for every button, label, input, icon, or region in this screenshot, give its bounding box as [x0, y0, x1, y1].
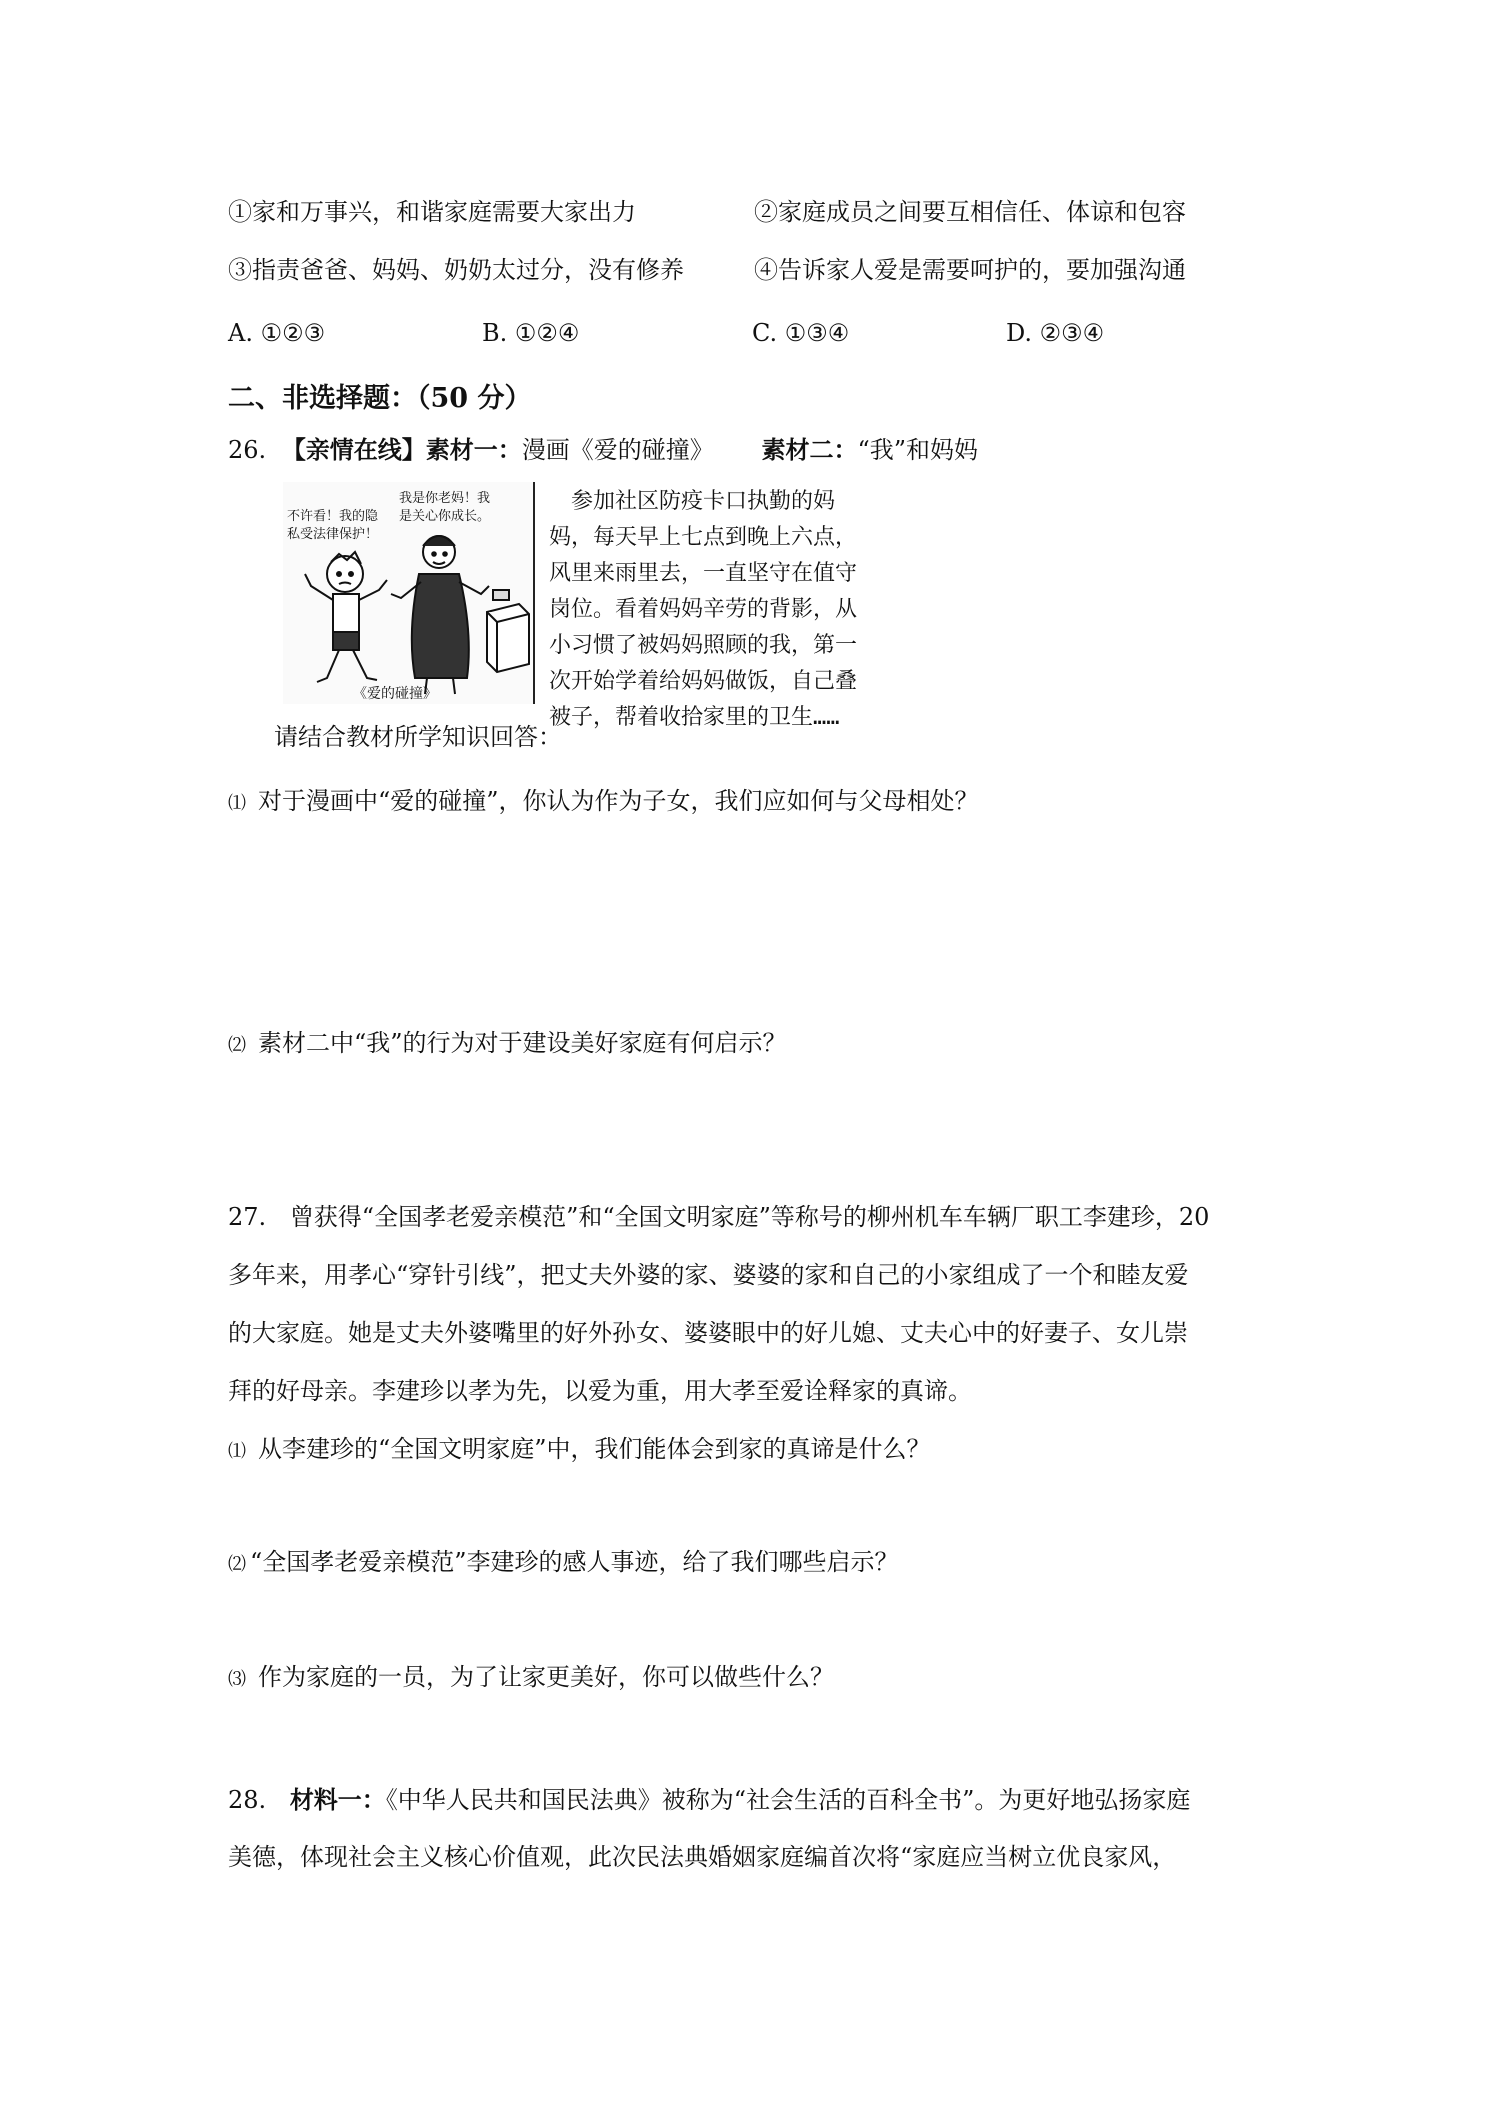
q26-number: 26. — [228, 436, 267, 464]
comic-caption: 《爱的碰撞》 — [353, 686, 437, 702]
q27-sub1-text: 从李建珍的“全国文明家庭”中，我们能体会到家的真谛是什么？ — [258, 1435, 931, 1463]
q28-label: 材料一： — [289, 1785, 386, 1814]
q27-sub2-text: “全国孝老爱亲模范”李建珍的感人事迹，给了我们哪些启示？ — [250, 1548, 899, 1576]
mother-speech-line-2: 是关心你成长。 — [399, 509, 491, 524]
q27-sub2-number: ⑵ — [228, 1554, 246, 1575]
q27-sub3-text: 作为家庭的一员，为了让家更美好，你可以做些什么？ — [258, 1663, 834, 1691]
q27-sub2 — [228, 1545, 899, 1582]
q27-sub1-number: ⑴ — [228, 1441, 246, 1462]
q26-sub2-text: 素材二中“我”的行为对于建设美好家庭有何启示？ — [258, 1029, 787, 1057]
story-line: 风里来雨里去，一直坚守在值守 — [549, 561, 858, 586]
q26-prompt: 请结合教材所学知识回答： — [274, 723, 562, 751]
q26-sub1 — [228, 784, 979, 821]
story-line: 次开始学着给妈妈做饭，自己叠 — [549, 669, 858, 694]
q27-line-3: 的大家庭。她是丈夫外婆嘴里的好外孙女、婆婆眼中的好儿媳、丈夫心中的好妻子、女儿崇 — [228, 1319, 1188, 1347]
statement-3: ③指责爸爸、妈妈、奶奶太过分，没有修养 — [228, 256, 684, 284]
q28-number: 28. — [228, 1786, 267, 1814]
q27-line-2: 多年来，用孝心“穿针引线”，把丈夫外婆的家、婆婆的家和自己的小家组成了一个和睦友爱 — [228, 1261, 1189, 1289]
figure-divider — [533, 482, 535, 704]
story-line: 岗位。看着妈妈辛劳的背影，从 — [549, 597, 858, 622]
q28-line-1 — [228, 1783, 1190, 1817]
q27-sub1 — [228, 1432, 931, 1469]
statement-4: ④告诉家人爱是需要呵护的，要加强沟通 — [754, 256, 1186, 284]
q26-sub2 — [228, 1026, 787, 1063]
q27-sub3 — [228, 1660, 834, 1697]
statement-1: ①家和万事兴，和谐家庭需要大家出力 — [228, 198, 636, 226]
q26-sub1-number: ⑴ — [228, 793, 246, 814]
q27-sub3-number: ⑶ — [228, 1669, 246, 1690]
mother-speech-line-1: 我是你老妈！我 — [399, 491, 491, 506]
material2-text — [549, 484, 905, 736]
child-speech-line-1: 不许看！我的隐 — [287, 509, 379, 524]
q26-sub1-text: 对于漫画中“爱的碰撞”，你认为作为子女，我们应如何与父母相处？ — [258, 787, 979, 815]
option-b: B. ①②④ — [482, 319, 580, 347]
section-title: 二、非选择题：（50 分） — [228, 383, 532, 414]
q27-number: 27. — [228, 1203, 267, 1231]
q26-material1: 漫画《爱的碰撞》 — [521, 436, 714, 464]
option-d: D. ②③④ — [1006, 319, 1105, 347]
q26-tag: 【亲情在线】素材一： — [281, 435, 522, 464]
story-line: 妈，每天早上七点到晚上六点， — [549, 525, 858, 550]
q28-text-1: 《中华人民共和国民法典》被称为“社会生活的百科全书”。为更好地弘扬家庭 — [385, 1786, 1191, 1814]
q27-line-1 — [228, 1200, 1209, 1234]
q26-material2-label: 素材二： — [761, 435, 858, 464]
statement-2: ②家庭成员之间要互相信任、体谅和包容 — [754, 198, 1186, 226]
q28-line-2: 美德，体现社会主义核心价值观，此次民法典婚姻家庭编首次将“家庭应当树立优良家风， — [228, 1843, 1177, 1871]
story-line: 参加社区防疫卡口执勤的妈 — [549, 489, 836, 514]
q27-line-4: 拜的好母亲。李建珍以孝为先，以爱为重，用大孝至爱诠释家的真谛。 — [228, 1377, 972, 1405]
q26-sub2-number: ⑵ — [228, 1035, 246, 1056]
q27-text-1: 曾获得“全国孝老爱亲模范”和“全国文明家庭”等称号的柳州机车车辆厂职工李建珍，20 — [289, 1203, 1210, 1231]
story-line: 小习惯了被妈妈照顾的我，第一 — [549, 633, 858, 658]
story-line: 被子，帮着收拾家里的卫生…… — [549, 705, 840, 730]
comic-illustration — [283, 482, 533, 704]
option-c: C. ①③④ — [752, 319, 850, 347]
q26-material2-title: “我”和妈妈 — [857, 436, 978, 464]
child-speech-line-2: 私受法律保护！ — [287, 527, 379, 542]
material-figure — [283, 482, 906, 730]
option-a: A. ①②③ — [228, 319, 326, 347]
q26-header — [228, 433, 978, 467]
